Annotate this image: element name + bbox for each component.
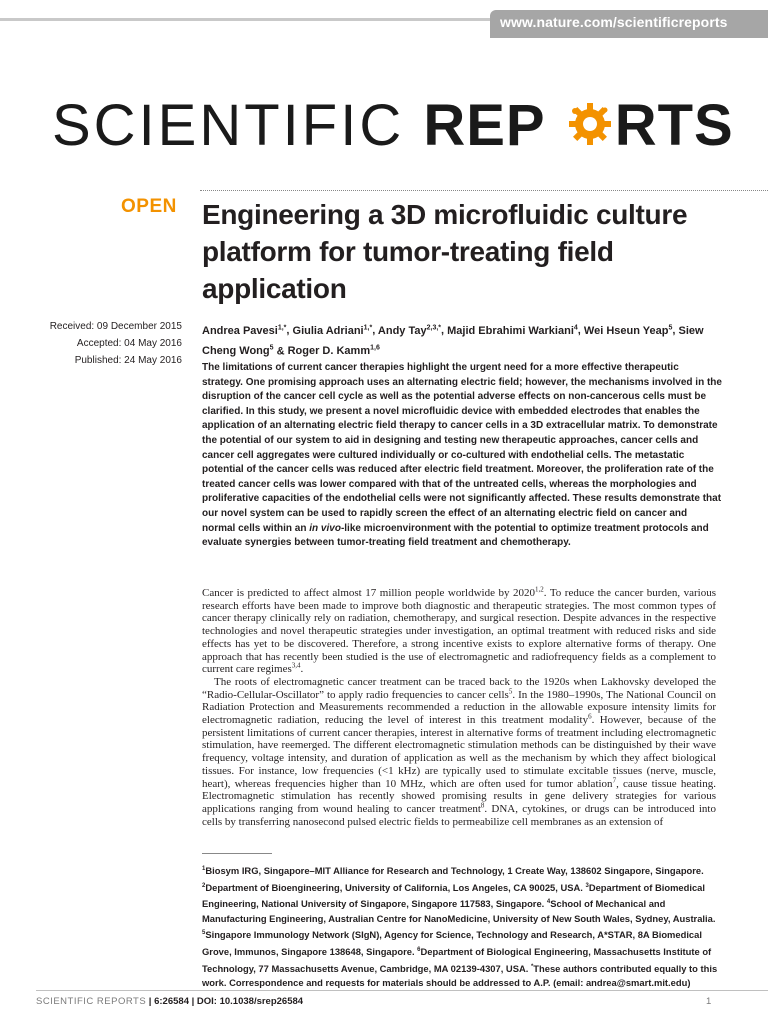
body-paragraph: The roots of electromagnetic cancer treatment can be traced back to the 1920s when Lakhovsky developed the “Radio-Cellular-Oscillator” to apply radio frequencies to cancer cells$^5$. In the 1980–1990s, The National Council on Radiation Protection and Measurements recommended a reduction in the allowable exposure intensity limits for electromagnetic radiation, reducing the level of interest in this treatment modality$^6$. However, because of the persistent limitations of current cancer therapies, interest in alternative forms of treatment including electromagnetic stimulation, have reemerged. The different electromagnetic stimulation methods can be distinguished by their wave frequency, voltage intensity, and duration of application as well as the mechanism by which they affect biological tissues. For instance, low frequencies (<1 kHz) are typically used to stimulate excitable tissues (nerve, muscle, heart), whereas frequencies higher than 10 MHz, which are often used for tumor ablation$^7$, cause tissue heating. Electromagnetic stimulation has recently showed promising results in gene delivery strategies for various applications ranging from wound healing to cancer treatment$^8$. DNA, cytokines, or drugs can be introduced into cells by transferring nanosecond pulsed electric fields to permeabilize cell membranes as an extension of [202, 675, 716, 828]
abstract-italic: in vivo [309, 522, 341, 534]
author[interactable]: Majid Ebrahimi Warkiani$^4$ [447, 324, 578, 337]
title-divider [200, 190, 768, 191]
logo-gear-icon [567, 101, 613, 147]
body-text [202, 587, 716, 828]
logo-text-left [52, 93, 565, 158]
affiliations: $^1$Biosym IRG, Singapore–MIT Alliance for Research and Technology, 1 Create Way, 138602 Singapore, Singapore. $^2$Department of Bioengineering, University of California, Los Angeles, CA 90025, USA. $^3$Department of Biomedical Engineering, National University of Singapore, Singapore 117583, Singapore. $^4$School of Mechanical and Manufacturing Engineering, Australian Centre for NanoMedicine, University of New South Wales, Sydney, Australia. $^5$Singapore Immunology Network (SIgN), Agency for Science, Technology and Research, A*STAR, 8A Biomedical Grove, Immunos, Singapore 138648, Singapore. $^6$Department of Biological Engineering, Massachusetts Institute of Technology, 77 Massachusetts Avenue, Cambridge, MA 02139-4307, USA. *These authors contributed equally to this work. Correspondence and requests for materials should be addressed to A.P. (email: andrea@smart.mit.edu) [202, 865, 718, 989]
author-list: Andrea Pavesi$^{1,*}$, Giulia Adriani$^{1,*}$, Andy Tay$^{2,3,*}$, Majid Ebrahimi Warkiani$^4$, Wei Hseun Yeap$^5$, Siew Cheng Wong$^5$ & Roger D. Kamm$^{1,6}$ [202, 324, 704, 358]
citation-ref[interactable]: 3,4 [291, 661, 301, 670]
footer-doi[interactable]: | 6:26584 | DOI: 10.1038/srep26584 [146, 996, 304, 1007]
citation-ref[interactable]: 5 [508, 686, 513, 695]
footer-rule [36, 990, 768, 991]
author[interactable]: Wei Hseun Yeap$^5$ [583, 324, 673, 337]
date-received: Received: 09 December 2015 [49, 321, 182, 332]
article-dates [0, 318, 182, 369]
correspondence: These authors contributed equally to this work. Correspondence and requests for materials should be addressed to A.P. (email: andrea@smart.mit.edu) [202, 962, 718, 989]
abstract: The limitations of current cancer therapies highlight the urgent need for a more effective therapeutic strategy. One promising approach uses an alternating electric field; however, the mechanisms involved in the disruption of the cancer cell cycle as well as the potential adverse effects on non-cancerous cells must be clarified. In this study, we present a novel microfluidic device with embedded electrodes that enables the application of an alternating electric field therapy to cancer cells in a 3D extracellular matrix. To demonstrate the potential of our system to aid in designing and testing new therapeutic approaches, cancer cells and cancer cell aggregates were cultured individually or co-cultured with endothelial cells. The metastatic potential of the cancer cells was reduced after electric field treatment. Moreover, the proliferation rate of the treated cancer cells was lower compared with that of the untreated cells, whereas the morphologies and proliferative capacities of the endothelial cells were not significantly affected. These results demonstrate that our novel system can be used to rapidly screen the effect of an alternating electric field on cancer and normal cells within an in vivo-like microenvironment with the potential to optimize treatment protocols and evaluate synergies between tumor-treating field treatment and chemotherapy. [202, 362, 722, 549]
author[interactable]: Roger D. Kamm$^{1,6}$ [287, 344, 380, 358]
author[interactable]: Siew Cheng Wong$^5$ [202, 324, 704, 358]
date-published: Published: 24 May 2016 [74, 355, 182, 366]
date-accepted: Accepted: 04 May 2016 [76, 338, 182, 349]
top-bar-rule [0, 18, 490, 21]
page-number: 1 [706, 996, 712, 1007]
citation-ref[interactable]: 8 [480, 801, 485, 810]
journal-url[interactable]: www.nature.com/scientificreports [500, 14, 728, 30]
article-title: Engineering a 3D microfluidic culture platform for tumor-treating field application [202, 199, 688, 304]
body-paragraph: Cancer is predicted to affect almost 17 million people worldwide by 2020$^{1,2}$. To reduce the cancer burden, various research efforts have been made to improve both diagnostic and therapeutic strategies. The most common types of cancer therapy clinically rely on radiation, chemotherapy, and surgical resection. Despite advances in the respective technologies and novel therapeutic strategies under investigation, an optimal treatment with reduced risks and side effects has yet to be discovered. Therefore, a strong incentive exists to explore alternative forms of therapy. One approach that has recently been studied is the use of electromagnetic and radiofrequency fields as a complement to current care regimes$^{3,4}$. [202, 585, 716, 676]
footer-citation [36, 996, 303, 1007]
journal-logo [52, 92, 734, 159]
top-bar [0, 0, 768, 37]
logo-scientific: SCIENTIFIC [52, 93, 424, 158]
open-access-badge: OPEN [121, 196, 177, 217]
logo-rep: REP [423, 93, 546, 158]
author[interactable]: Andy Tay$^{2,3,*}$ [377, 324, 442, 337]
logo-text-right: RTS [614, 93, 734, 158]
citation-ref[interactable]: 1,2 [535, 585, 544, 594]
citation-ref[interactable]: 7 [612, 775, 617, 784]
author[interactable]: Andrea Pavesi$^{1,*}$ [202, 324, 287, 337]
affiliations-rule [202, 853, 272, 854]
author[interactable]: Giulia Adriani$^{1,*}$ [292, 324, 373, 337]
citation-ref[interactable]: 6 [588, 712, 592, 721]
footer-journal: SCIENTIFIC REPORTS [36, 996, 147, 1007]
